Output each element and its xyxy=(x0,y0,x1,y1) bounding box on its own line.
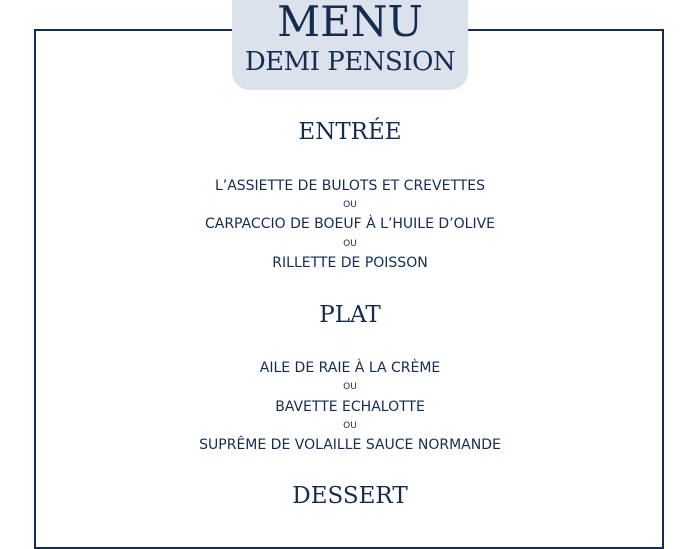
dish-plat-3: SUPRÊME DE VOLAILLE SAUCE NORMANDE xyxy=(199,437,501,453)
section-title-dessert: DESSERT xyxy=(292,483,408,509)
separator-ou: OU xyxy=(343,421,357,431)
menu-header-box xyxy=(232,0,468,90)
menu-subtitle: DEMI PENSION xyxy=(244,47,456,77)
dish-entree-2: CARPACCIO DE BOEUF À L’HUILE D’OLIVE xyxy=(204,216,496,232)
dish-plat-2: BAVETTE ECHALOTTE xyxy=(275,399,425,415)
dish-entree-3: RILLETTE DE POISSON xyxy=(272,255,428,271)
menu-title: MENU xyxy=(277,0,423,46)
dish-entree-1: L’ASSIETTE DE BULOTS ET CREVETTES xyxy=(214,178,486,194)
menu-frame xyxy=(34,29,664,549)
separator-ou: OU xyxy=(343,200,357,210)
dish-plat-1: AILE DE RAIE À LA CRÈME xyxy=(259,360,441,376)
section-title-plat: PLAT xyxy=(319,302,381,328)
separator-ou: OU xyxy=(343,239,357,249)
section-title-entree: ENTRÉE xyxy=(298,119,402,145)
separator-ou: OU xyxy=(343,382,357,392)
